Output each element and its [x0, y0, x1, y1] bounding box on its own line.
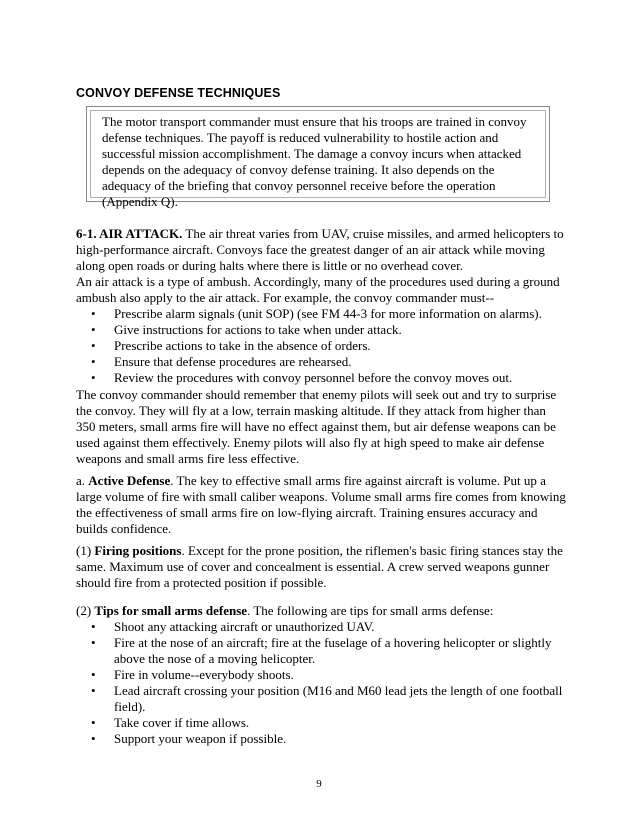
list-item [76, 683, 566, 715]
firing-positions-prefix: (1) [76, 543, 95, 558]
bullet-icon: • [91, 306, 96, 321]
commander-paragraph: The convoy commander should remember that enemy pilots will seek out and try to surprise the convoy. They will fly at a low, terrain masking altitude. If they attack from higher than 350 meters, small arms fire will have no effect against them, but air defense weapons can be used against them effectively. Enemy pilots will also fly at high speed to make air defense weapons and small arms fire less effective. [76, 387, 557, 466]
tips-title: Tips for small arms defense [94, 603, 248, 618]
tips-text: . The following are tips for small arms defense: [247, 603, 494, 618]
bullet-icon: • [91, 370, 96, 385]
bullet-icon: • [91, 338, 96, 353]
list-item-text: Fire at the nose of an aircraft; fire at the fuselage of a hovering helicopter or slightly above the nose of a moving helicopter. [114, 635, 552, 666]
bullet-icon: • [91, 322, 96, 337]
bullet-icon: • [91, 635, 96, 650]
firing-positions-text: . Except for the prone position, the riflemen's basic firing stances stay the same. Maximum use of cover and concealment is essential. A crew served weapons gunner should fire from a protected position if possible. [76, 543, 563, 590]
list-item [76, 338, 566, 354]
air-attack-section [76, 226, 566, 386]
firing-positions-title: Firing positions [94, 543, 182, 558]
list-item [76, 667, 566, 683]
air-attack-text: The air threat varies from UAV, cruise missiles, and armed helicopters to high-performance aircraft. Convoys face the greatest danger of an air attack while moving along open roads or during halts where there is little or no overhead cover. [76, 226, 564, 273]
air-attack-title: 6-1. AIR ATTACK. [76, 226, 183, 241]
list-item [76, 635, 566, 667]
commander-must-list [76, 306, 566, 386]
list-item-text: Give instructions for actions to take when under attack. [114, 322, 402, 337]
ambush-paragraph: An air attack is a type of ambush. Accordingly, many of the procedures used during a ground ambush also apply to the air attack. For example, the convoy commander must-- [76, 274, 560, 305]
tips-paragraph [76, 603, 566, 619]
list-item-text: Review the procedures with convoy personnel before the convoy moves out. [114, 370, 513, 385]
list-item [76, 619, 566, 635]
list-item [76, 322, 566, 338]
list-item-text: Prescribe alarm signals (unit SOP) (see FM 44-3 for more information on alarms). [114, 306, 542, 321]
bullet-icon: • [91, 731, 96, 746]
list-item-text: Take cover if time allows. [114, 715, 250, 730]
bullet-icon: • [91, 619, 96, 634]
tips-list [76, 619, 566, 747]
list-item-text: Ensure that defense procedures are rehearsed. [114, 354, 352, 369]
list-item-text: Shoot any attacking aircraft or unauthorized UAV. [114, 619, 375, 634]
active-defense-prefix: a. [76, 473, 89, 488]
bullet-icon: • [91, 683, 96, 698]
list-item [76, 306, 566, 322]
active-defense-text: . The key to effective small arms fire against aircraft is volume. Put up a large volume of fire with small caliber weapons. Volume small arms fire comes from knowing the effectiveness of small arms fire on low-flying aircraft. Training ensures accuracy and builds confidence. [76, 473, 566, 536]
tips-section [76, 603, 566, 747]
active-defense-paragraph [76, 473, 566, 537]
firing-positions-paragraph [76, 543, 566, 591]
intro-box-text: The motor transport commander must ensure that his troops are trained in convoy defense techniques. The payoff is reduced vulnerability to hostile action and successful mission accomplishment. The damage a convoy incurs when attacked depends on the adequacy of convoy defense training. It also depends on the adequacy of the briefing that convoy personnel receive before the operation (Appendix Q). [102, 114, 527, 209]
list-item [76, 354, 566, 370]
list-item [76, 370, 566, 386]
section-heading: CONVOY DEFENSE TECHNIQUES [76, 86, 281, 100]
page-number: 9 [316, 778, 322, 790]
list-item-text: Lead aircraft crossing your position (M16 and M60 lead jets the length of one football field). [114, 683, 563, 714]
tips-prefix: (2) [76, 603, 95, 618]
bullet-icon: • [91, 715, 96, 730]
list-item [76, 715, 566, 731]
air-attack-paragraph [76, 226, 566, 274]
list-item-text: Support your weapon if possible. [114, 731, 287, 746]
active-defense-title: Active Defense [88, 473, 171, 488]
list-item-text: Prescribe actions to take in the absence of orders. [114, 338, 371, 353]
bullet-icon: • [91, 667, 96, 682]
list-item-text: Fire in volume--everybody shoots. [114, 667, 294, 682]
list-item [76, 731, 566, 747]
bullet-icon: • [91, 354, 96, 369]
